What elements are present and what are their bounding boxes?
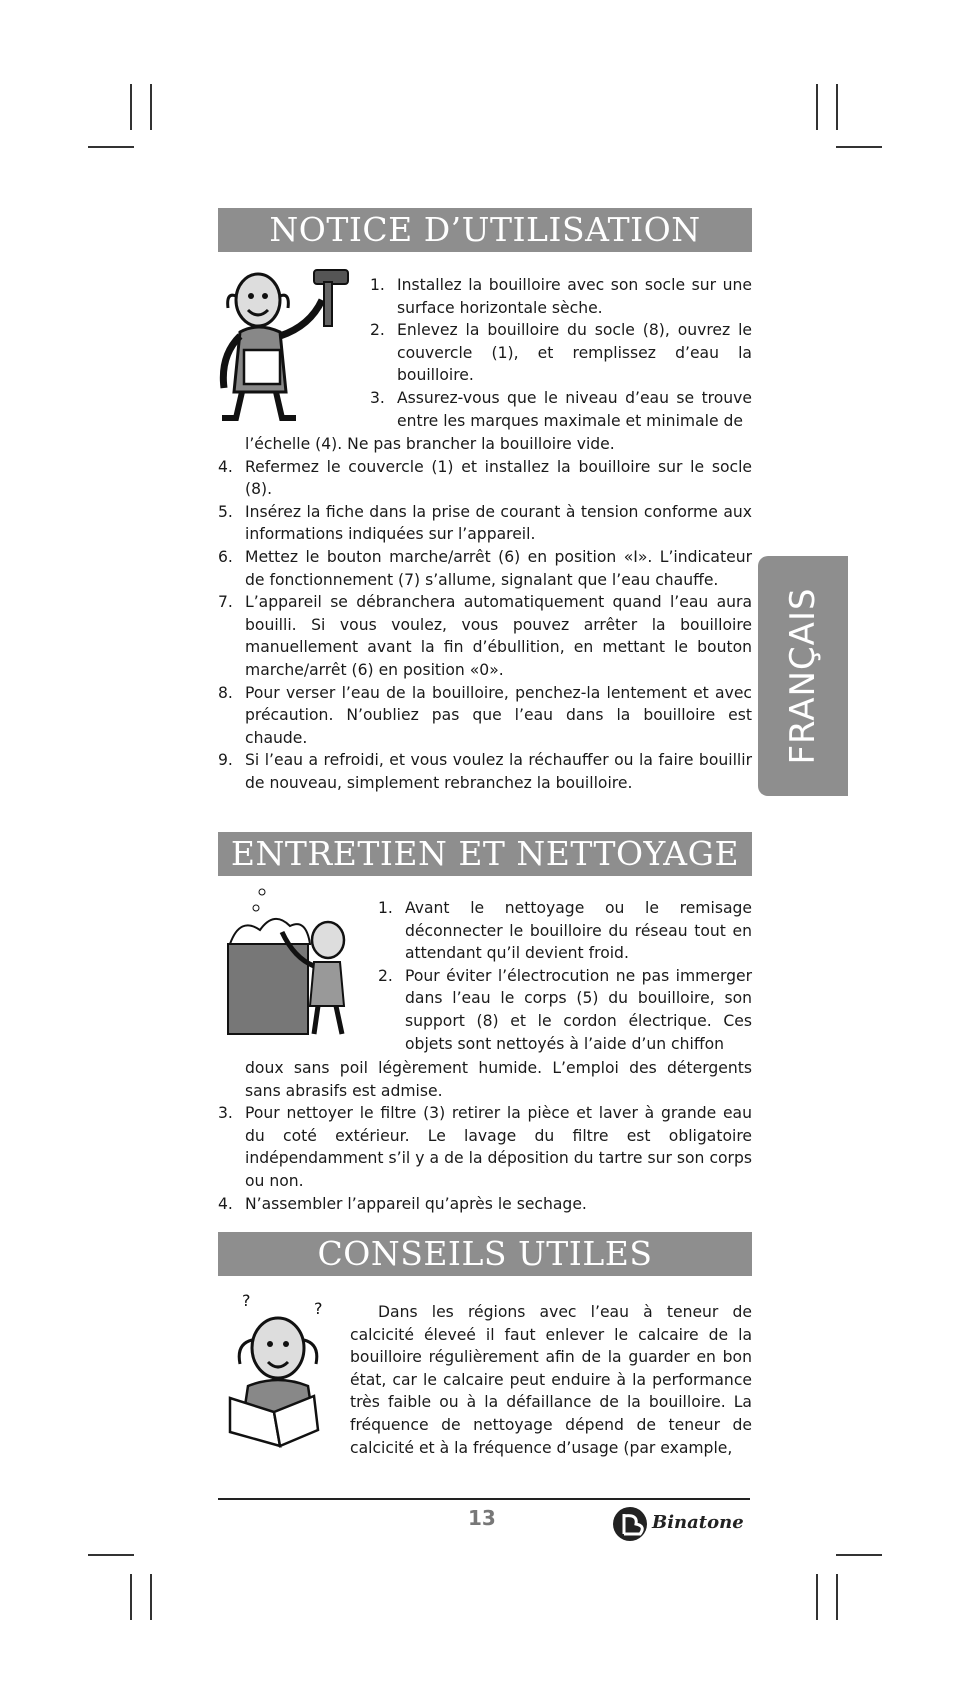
crop-mark bbox=[836, 1574, 838, 1620]
confused-reader-icon bbox=[218, 1290, 342, 1448]
list-item: 2. Pour éviter l’électrocution ne pas immerger dans l’eau le corps (5) du bouilloire, son support (8) et le cordon électrique. Ces objets sont nettoyés à l’aide d’un chiffon bbox=[378, 966, 752, 1053]
usage-list-top bbox=[370, 274, 752, 432]
crop-mark bbox=[130, 1574, 132, 1620]
list-item: 8. Pour verser l’eau de la bouilloire, penchez-la lentement et avec précaution. N’oubliez pas que l’eau dans la bouilloire est chaude. bbox=[218, 683, 752, 747]
list-item: 7. L’appareil se débranchera automatiquement quand l’eau aura bouilli. Si vous voulez, vous pouvez arrêter la bouilloire manuellement avant la fin d’ébullition, en mettant le bouton marche/arrêt (6) en position «0». bbox=[218, 593, 752, 679]
crop-mark bbox=[836, 146, 882, 148]
binatone-mark-icon bbox=[610, 1504, 650, 1544]
list-item: 2. Enlevez la bouilloire du socle (8), ouvrez le couvercle (1), et remplissez d’eau la bouilloire. bbox=[370, 321, 752, 385]
usage-list bbox=[218, 433, 752, 795]
maintenance-list-top bbox=[378, 897, 752, 1055]
language-tab-label: FRANÇAIS bbox=[783, 587, 823, 765]
section-title-usage: NOTICE D’UTILISATION bbox=[218, 208, 752, 252]
list-item-continuation: doux sans poil légèrement humide. L’emploi des détergents sans abrasifs est admise. bbox=[245, 1059, 752, 1100]
crop-mark bbox=[130, 84, 132, 130]
list-item: 5. Insérez la fiche dans la prise de courant à tension conforme aux informations indiquées sur l’appareil. bbox=[218, 502, 752, 544]
crop-mark bbox=[88, 146, 134, 148]
crop-mark bbox=[150, 84, 152, 130]
section-title-tips: CONSEILS UTILES bbox=[218, 1232, 752, 1276]
list-item: 1. Installez la bouilloire avec son socle sur une surface horizontale sèche. bbox=[370, 276, 752, 317]
handyman-hammer-icon bbox=[218, 266, 358, 424]
list-item: 1. Avant le nettoyage ou le remisage déconnecter le bouilloire du réseau tout en attendant qu’il devient froid. bbox=[378, 899, 752, 963]
footer-rule bbox=[218, 1498, 750, 1500]
language-tab bbox=[758, 556, 848, 796]
crop-mark bbox=[836, 1554, 882, 1556]
crop-mark bbox=[816, 84, 818, 130]
tips-paragraph-block bbox=[350, 1301, 752, 1459]
list-item: 3. Assurez-vous que le niveau d’eau se trouve entre les marques maximale et minimale de bbox=[370, 388, 752, 430]
section-title-maintenance: ENTRETIEN ET NETTOYAGE bbox=[218, 832, 752, 876]
tips-paragraph: Dans les régions avec l’eau à teneur de calcicité éleveé il faut enlever le calcaire de la bouilloire régulièrement afin de la guarder en bon état, car le calcaire peut enduire à la performance très faible ou à la défaillance de la bouilloire. La fréquence de nettoyage dépend de teneur de calcicité et à la fréquence d’usage (par example, bbox=[350, 1303, 752, 1457]
washing-kettle-icon bbox=[218, 886, 368, 1038]
list-item-continuation: l’échelle (4). Ne pas brancher la bouilloire vide. bbox=[245, 435, 615, 453]
maintenance-list bbox=[218, 1057, 752, 1215]
svg-text:?: ? bbox=[314, 1299, 323, 1318]
list-item: 4. N’assembler l’appareil qu’après le sechage. bbox=[218, 1194, 587, 1213]
list-item: 9. Si l’eau a refroidi, et vous voulez la réchauffer ou la faire bouillir de nouveau, simplement rebranchez la bouilloire. bbox=[218, 751, 752, 792]
svg-text:?: ? bbox=[242, 1291, 251, 1310]
crop-mark bbox=[150, 1574, 152, 1620]
crop-mark bbox=[836, 84, 838, 130]
list-item: 6. Mettez le bouton marche/arrêt (6) en position «I». L’indicateur de fonctionnement (7) s’allume, signalant que l’eau chauffe. bbox=[218, 547, 752, 589]
list-item: 3. Pour nettoyer le filtre (3) retirer la pièce et laver à grande eau du coté extérieur. Le lavage du filtre est obligatoire indépendamment s’il y a de la déposition du tartre sur son corps ou non. bbox=[218, 1104, 752, 1190]
crop-mark bbox=[88, 1554, 134, 1556]
list-item: 4. Refermez le couvercle (1) et installez la bouilloire sur le socle (8). bbox=[218, 457, 752, 499]
binatone-logo-icon bbox=[610, 1504, 750, 1544]
brand-name: Binatone bbox=[652, 1512, 744, 1533]
page-number: 13 bbox=[468, 1506, 496, 1530]
crop-mark bbox=[816, 1574, 818, 1620]
